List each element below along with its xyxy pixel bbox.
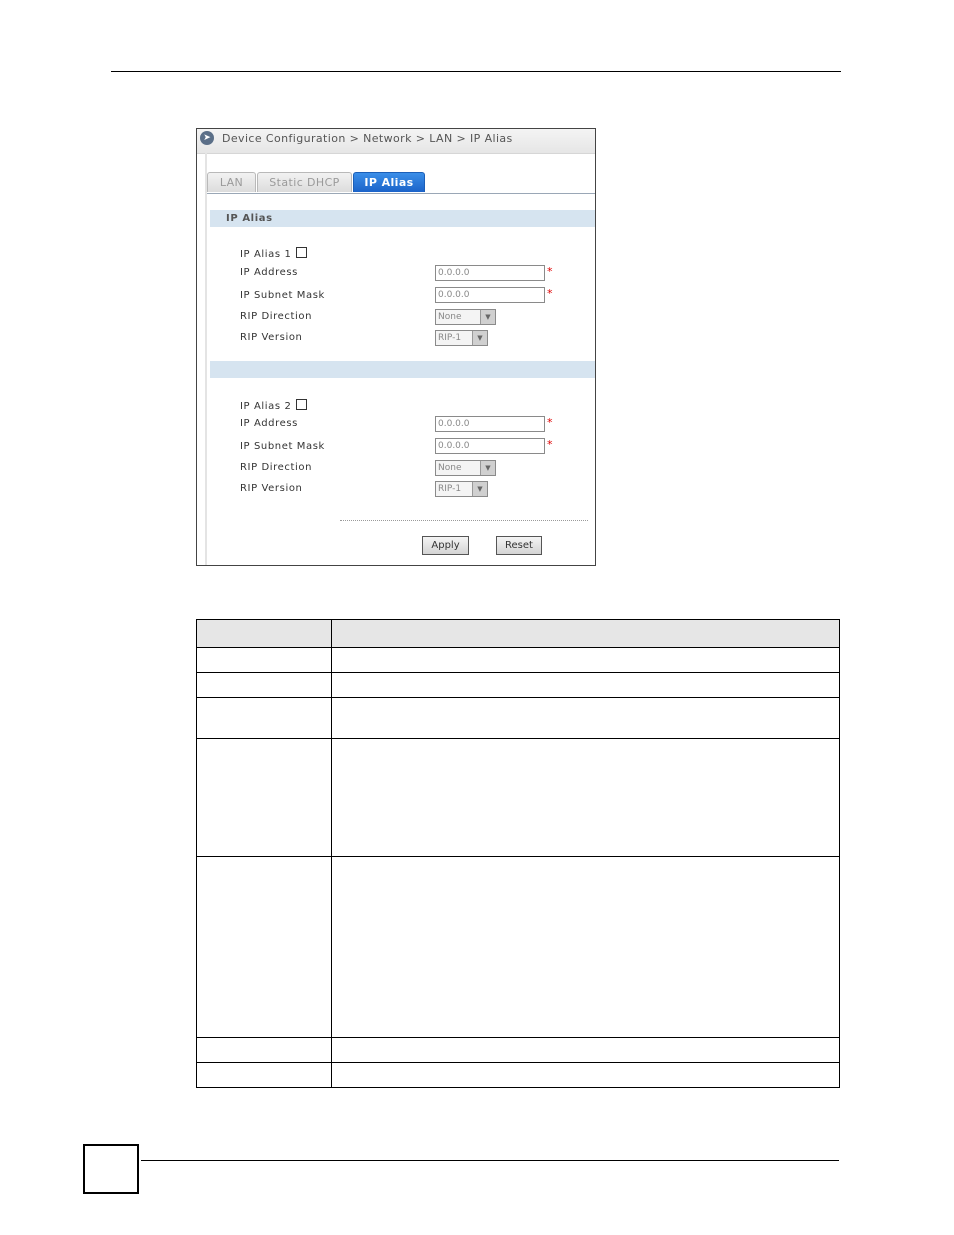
required-mark: * [547, 416, 553, 429]
rip-version-2-value: RIP-1 [438, 484, 462, 494]
arrow-circle-icon: ➤ [200, 131, 214, 145]
subnet-mask-2-label: IP Subnet Mask [240, 441, 325, 452]
table-header-cell [332, 620, 840, 648]
required-mark: * [547, 287, 553, 300]
tab-lan[interactable]: LAN [207, 172, 256, 192]
ip-alias-1-label: IP Alias 1 [240, 249, 292, 260]
rip-direction-2-select[interactable] [435, 460, 496, 476]
rip-direction-2-label: RIP Direction [240, 462, 313, 473]
left-strip [205, 153, 207, 566]
table-cell [197, 1038, 332, 1063]
breadcrumb-bar [197, 129, 595, 154]
ip-address-1-label: IP Address [240, 267, 298, 278]
table-cell [197, 857, 332, 1038]
table-row [197, 739, 840, 857]
table-cell [332, 739, 840, 857]
section-divider [210, 361, 596, 378]
table-header-row [197, 620, 840, 648]
table-row [197, 698, 840, 739]
table-cell [332, 673, 840, 698]
tab-ip-alias[interactable]: IP Alias [353, 172, 425, 192]
tab-underline [207, 193, 596, 194]
required-mark: * [547, 438, 553, 451]
ip-alias-2-label: IP Alias 2 [240, 401, 292, 412]
chevron-down-icon: ▼ [480, 310, 495, 324]
rip-direction-2-value: None [438, 463, 462, 473]
ip-address-1-input[interactable]: 0.0.0.0 [435, 265, 545, 281]
field-description-table [196, 619, 840, 1088]
table-row [197, 857, 840, 1038]
subnet-mask-1-label: IP Subnet Mask [240, 290, 325, 301]
rip-direction-1-label: RIP Direction [240, 311, 313, 322]
chevron-down-icon: ▼ [472, 482, 487, 496]
rip-version-2-label: RIP Version [240, 483, 303, 494]
ip-alias-1-row [240, 247, 307, 260]
apply-button[interactable]: Apply [422, 536, 469, 555]
rip-version-2-select[interactable] [435, 481, 488, 497]
ip-address-2-input[interactable]: 0.0.0.0 [435, 416, 545, 432]
table-cell [197, 648, 332, 673]
dotted-separator [340, 520, 588, 521]
table-row [197, 1038, 840, 1063]
section-title-ip-alias: IP Alias [210, 210, 596, 227]
rip-direction-1-value: None [438, 312, 462, 322]
ip-alias-2-row [240, 399, 307, 412]
subnet-mask-2-input[interactable]: 0.0.0.0 [435, 438, 545, 454]
table-cell [332, 1063, 840, 1088]
tab-static-dhcp[interactable]: Static DHCP [257, 172, 352, 192]
ip-alias-screenshot [196, 128, 596, 566]
table-row [197, 1063, 840, 1088]
rip-direction-1-select[interactable] [435, 309, 496, 325]
ip-alias-1-checkbox[interactable] [296, 247, 307, 258]
header-rule [111, 71, 841, 72]
rip-version-1-label: RIP Version [240, 332, 303, 343]
ip-alias-2-checkbox[interactable] [296, 399, 307, 410]
chevron-down-icon: ▼ [480, 461, 495, 475]
table-cell [197, 698, 332, 739]
table-cell [197, 673, 332, 698]
table-cell [332, 648, 840, 673]
rip-version-1-select[interactable] [435, 330, 488, 346]
table-cell [332, 698, 840, 739]
table-row [197, 648, 840, 673]
table-row [197, 673, 840, 698]
chevron-down-icon: ▼ [472, 331, 487, 345]
table-cell [332, 1038, 840, 1063]
page-number-box [83, 1144, 139, 1194]
subnet-mask-1-input[interactable]: 0.0.0.0 [435, 287, 545, 303]
rip-version-1-value: RIP-1 [438, 333, 462, 343]
breadcrumb: Device Configuration > Network > LAN > IP Alias [222, 132, 513, 145]
required-mark: * [547, 265, 553, 278]
reset-button[interactable]: Reset [496, 536, 542, 555]
table-cell [197, 1063, 332, 1088]
table-header-cell [197, 620, 332, 648]
ip-address-2-label: IP Address [240, 418, 298, 429]
footer-rule [141, 1160, 839, 1161]
table-cell [332, 857, 840, 1038]
table-cell [197, 739, 332, 857]
